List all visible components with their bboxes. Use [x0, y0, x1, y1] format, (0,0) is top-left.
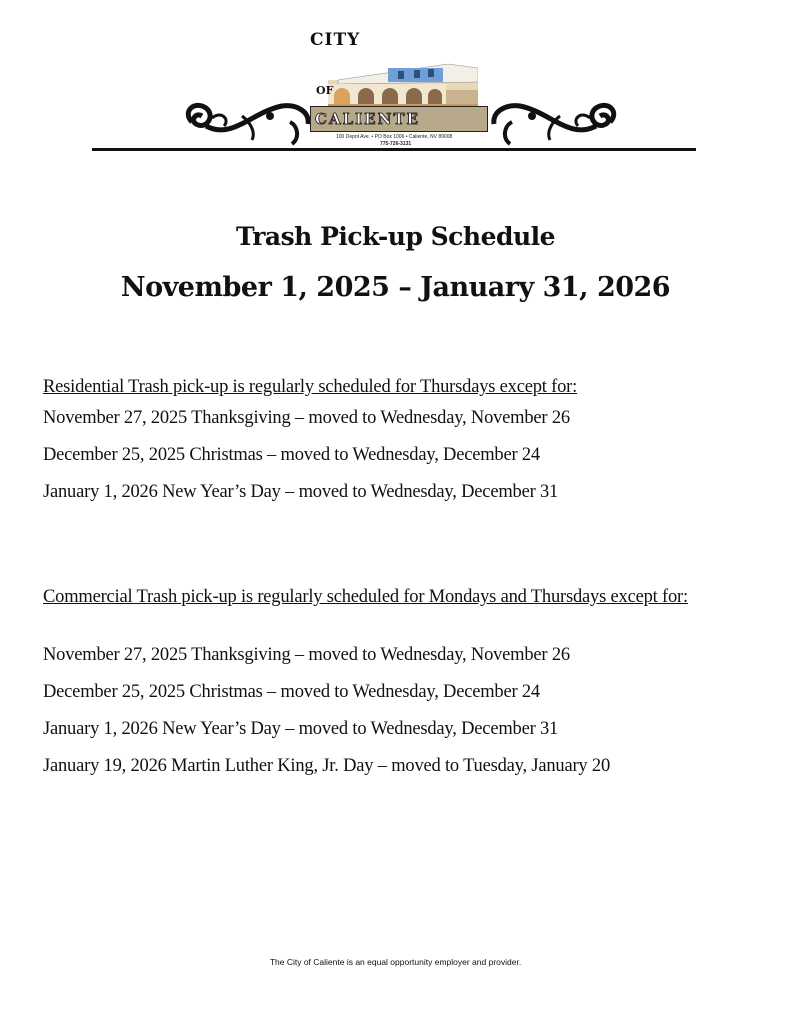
city-logo — [306, 30, 488, 148]
header-divider — [92, 148, 696, 151]
ornamental-scroll-left-icon — [172, 92, 322, 150]
logo-of-text: OF — [316, 84, 334, 97]
residential-item: December 25, 2025 Christmas – moved to Wednesday, December 24 — [43, 445, 540, 465]
date-range: November 1, 2025 – January 31, 2026 — [120, 272, 671, 303]
commercial-item: November 27, 2025 Thanksgiving – moved to Wednesday, November 26 — [43, 645, 570, 665]
residential-item: November 27, 2025 Thanksgiving – moved to Wednesday, November 26 — [43, 408, 570, 428]
footer-equal-opportunity: The City of Caliente is an equal opportunity employer and provider. — [269, 957, 522, 967]
ornamental-scroll-right-icon — [480, 92, 630, 150]
city-hall-building-icon — [328, 50, 478, 112]
logo-city-text: CITY — [310, 30, 361, 50]
logo-caliente-text: CALIENTE — [310, 106, 488, 132]
document-title: Trash Pick-up Schedule — [235, 222, 556, 251]
residential-heading: Residential Trash pick-up is regularly scheduled for Thursdays except for: — [43, 377, 578, 397]
commercial-item: January 1, 2026 New Year’s Day – moved to Wednesday, December 31 — [43, 719, 559, 739]
letterhead — [0, 0, 791, 160]
logo-phone: 775-726-3131 — [380, 141, 412, 147]
commercial-heading: Commercial Trash pick-up is regularly scheduled for Mondays and Thursdays except for: — [43, 587, 688, 607]
logo-address: 100 Depot Ave. • PO Box 1006 • Caliente, NV 89008 — [336, 134, 453, 140]
commercial-item: January 19, 2026 Martin Luther King, Jr. Day – moved to Tuesday, January 20 — [43, 756, 610, 776]
commercial-item: December 25, 2025 Christmas – moved to Wednesday, December 24 — [43, 682, 540, 702]
residential-item: January 1, 2026 New Year’s Day – moved to Wednesday, December 31 — [43, 482, 559, 502]
